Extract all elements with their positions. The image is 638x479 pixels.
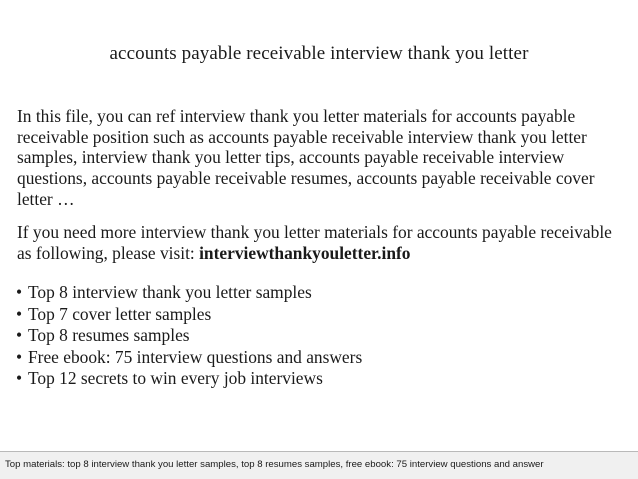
list-item-label: Top 12 secrets to win every job interviews <box>28 368 323 388</box>
list-item-label: Free ebook: 75 interview questions and answers <box>28 346 363 367</box>
list-item <box>16 347 362 369</box>
resource-list <box>16 282 362 390</box>
website-link[interactable]: interviewthankyouletter.info <box>199 242 411 263</box>
list-item-label: Top 8 interview thank you letter samples <box>28 282 312 302</box>
list-item-label: Top 7 cover letter samples <box>28 303 212 324</box>
list-item <box>16 304 362 326</box>
list-item <box>16 325 362 347</box>
footer-text: Top materials: top 8 interview thank you letter samples, top 8 resumes samples, free ebook: 75 interview questions and answer <box>5 459 544 470</box>
bullet-icon: • <box>16 346 23 367</box>
list-item <box>16 368 362 390</box>
list-item-label: Top 8 resumes samples <box>28 325 190 345</box>
visit-paragraph <box>17 222 617 263</box>
list-item <box>16 282 362 304</box>
intro-paragraph: In this file, you can ref interview thank you letter materials for accounts payable receivable position such as accounts payable receivable interview thank you letter samples, interview thank you letter tips, accounts payable receivable interview questions, accounts payable receivable resumes, accounts payable receivable cover letter … <box>17 106 595 209</box>
bullet-icon: • <box>16 325 23 345</box>
footer-bar <box>0 451 638 479</box>
bullet-icon: • <box>16 303 23 324</box>
slide-title: accounts payable receivable interview thank you letter <box>109 43 529 64</box>
visit-prefix-text: If you need more interview thank you letter materials for accounts payable receivable as following, please visit: <box>17 222 612 263</box>
bullet-icon: • <box>16 282 23 302</box>
bullet-icon: • <box>16 368 23 388</box>
